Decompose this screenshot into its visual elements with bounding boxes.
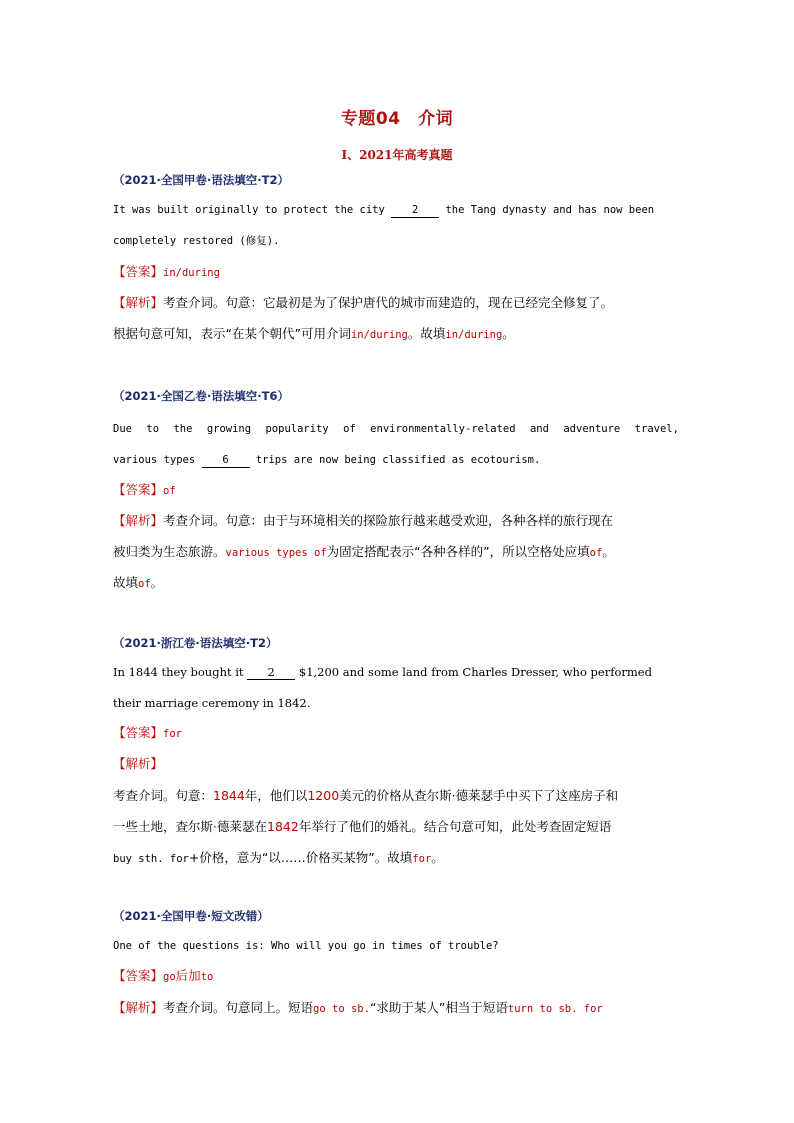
answer-tag: 【答案】 xyxy=(113,968,164,983)
question-text-cont: various types 6 trips are now being classified as ecotourism. xyxy=(113,454,541,466)
explanation-line: 【解析】考查介词。句意：由于与环境相关的探险旅行越来越受欢迎，各种各样的旅行现在 xyxy=(113,513,614,528)
answer-tag: 【答案】 xyxy=(113,264,164,279)
explanation-line: 被归类为生态旅游。various types of为固定搭配表示“各种各样的”，所以空格处应填of。 xyxy=(113,544,615,559)
answer-line xyxy=(113,264,220,281)
answer-tag: 【答案】 xyxy=(113,482,164,497)
explanation-line: 根据句意可知，表示“在某个朝代”可用介词in/during。故填in/during。 xyxy=(113,326,515,341)
explanation-tag: 【解析】 xyxy=(113,756,164,771)
answer-line xyxy=(113,482,176,499)
question-source: （2021·全国乙卷·语法填空·T6） xyxy=(113,389,289,403)
question-source: （2021·全国甲卷·语法填空·T2） xyxy=(113,173,289,187)
question-text-cont: their marriage ceremony in 1842. xyxy=(113,696,311,710)
answer-tag: 【答案】 xyxy=(113,725,164,740)
question-source: （2021·浙江卷·语法填空·T2） xyxy=(113,636,278,650)
answer-blank: 2 xyxy=(247,666,295,680)
explanation-line: 故填of。 xyxy=(113,575,164,590)
explanation-tag: 【解析】 xyxy=(113,295,164,310)
page-title: 专题04 介词 xyxy=(340,109,454,129)
explanation-line: buy sth. for+价格，意为“以……价格买某物”。故填for。 xyxy=(113,850,444,865)
explanation-tag: 【解析】 xyxy=(113,513,164,528)
question-text-cont: completely restored (修复). xyxy=(113,235,280,247)
answer-blank: 2 xyxy=(391,204,439,218)
question-source: （2021·全国甲卷·短文改错） xyxy=(113,909,269,923)
explanation-tag: 【解析】 xyxy=(113,1000,164,1015)
explanation-line: 【解析】考查介词。句意同上。短语go to sb.“求助于某人”相当于短语turn to sb. for xyxy=(113,1000,603,1015)
question-text: One of the questions is: Who will you go in times of trouble? xyxy=(113,940,499,952)
section-subtitle: I、2021年高考真题 xyxy=(341,148,453,162)
answer-value: of xyxy=(163,485,176,497)
explanation-line: 考查介词。句意：1844年，他们以1200美元的价格从查尔斯·德莱瑟手中买下了这座房子和 xyxy=(113,788,619,803)
answer-value: in/during xyxy=(163,267,220,279)
answer-value: for xyxy=(163,728,182,740)
question-text: It was built originally to protect the city 2 the Tang dynasty and has now been xyxy=(113,204,655,216)
question-text: Due to the growing popularity of environmentally-related and adventure travel, xyxy=(113,423,679,435)
explanation-line: 【解析】考查介词。句意：它最初是为了保护唐代的城市而建造的，现在已经完全修复了。 xyxy=(113,295,614,310)
explanation-line: 一些土地，查尔斯·德莱瑟在1842年举行了他们的婚礼。结合句意可知，此处考查固定短语 xyxy=(113,819,612,834)
answer-line: 【答案】go后加to xyxy=(113,968,214,983)
question-text: In 1844 they bought it 2 $1,200 and some land from Charles Dresser, who performed xyxy=(113,665,652,679)
explanation-line xyxy=(113,756,163,773)
answer-blank: 6 xyxy=(202,454,250,468)
answer-line xyxy=(113,725,182,742)
